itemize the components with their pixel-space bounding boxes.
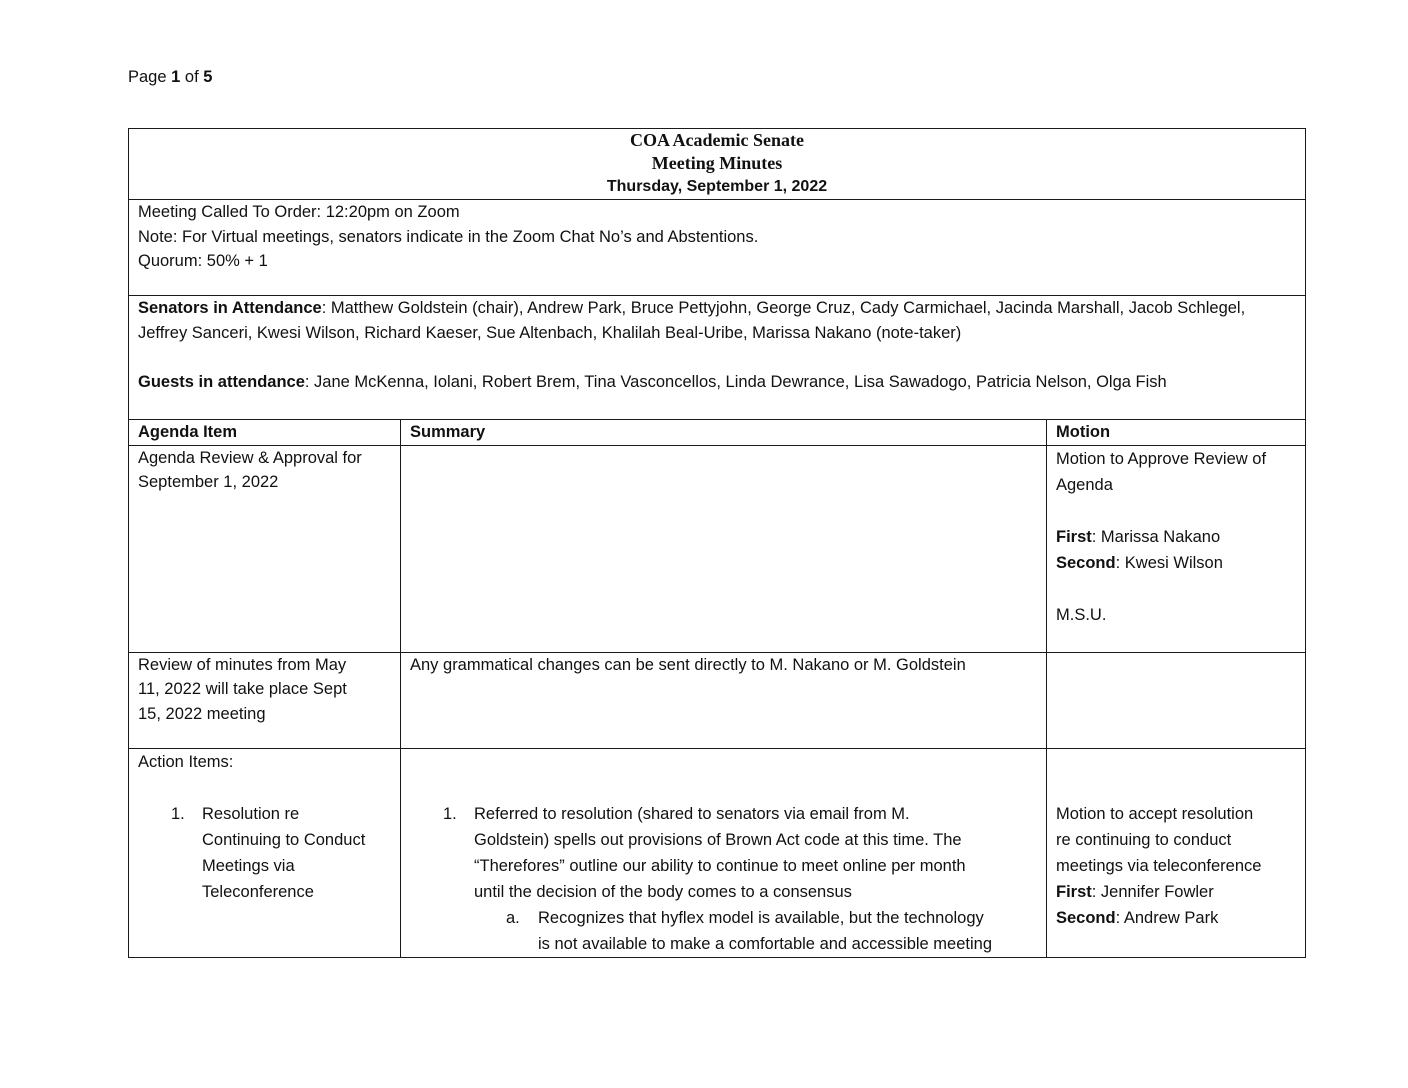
list-number: 1. <box>171 804 185 823</box>
list-text-line: Recognizes that hyflex model is available, but the technology <box>538 908 984 927</box>
page-prefix: Page <box>128 68 172 86</box>
guests-attendance <box>138 370 1296 395</box>
document-title: Meeting Minutes <box>651 153 783 173</box>
list-text <box>474 801 1037 957</box>
list-text <box>538 905 1037 957</box>
guests-list: : Jane McKenna, Iolani, Robert Brem, Tina Vasconcellos, Linda Dewrance, Lisa Sawadogo, Patricia Nelson, Olga Fish <box>304 372 1167 391</box>
list-text-line: Teleconference <box>202 882 314 901</box>
page-of: of <box>180 68 204 86</box>
column-motion: Motion <box>1047 420 1306 446</box>
column-summary: Summary <box>401 420 1047 446</box>
summary-text: Any grammatical changes can be sent directly to M. Nakano or M. Goldstein <box>410 655 966 674</box>
senators-label: Senators in Attendance <box>138 299 322 317</box>
motion-cell <box>1047 445 1306 652</box>
list-text-line: until the decision of the body comes to a consensus <box>474 882 852 901</box>
second-value: : Andrew Park <box>1115 908 1219 927</box>
attendance-row <box>129 296 1306 420</box>
first-value: : Jennifer Fowler <box>1091 882 1214 901</box>
agenda-text: Review of minutes from May <box>138 655 347 674</box>
minutes-table <box>128 128 1306 958</box>
motion-second <box>1056 550 1296 576</box>
motion-result: M.S.U. <box>1056 605 1107 624</box>
agenda-cell <box>129 445 401 652</box>
summary-cell <box>401 652 1047 748</box>
list-text <box>202 801 391 905</box>
table-row <box>129 445 1306 652</box>
motion-text: Motion to accept resolution <box>1056 804 1254 823</box>
header-cell <box>129 129 1306 200</box>
table-row <box>129 652 1306 748</box>
senators-attendance <box>138 296 1296 345</box>
summary-cell <box>401 748 1047 957</box>
list-text-line: Continuing to Conduct <box>202 830 366 849</box>
motion-cell <box>1047 652 1306 748</box>
list-text-line: “Therefores” outline our ability to continue to meet online per month <box>474 856 966 875</box>
action-items-heading: Action Items: <box>138 752 234 771</box>
list-text-line: is not available to make a comfortable and accessible meeting <box>538 934 992 953</box>
virtual-note: Note: For Virtual meetings, senators indicate in the Zoom Chat No’s and Abstentions. <box>138 227 759 246</box>
attendance-cell <box>129 296 1306 420</box>
agenda-text: Agenda Review & Approval for <box>138 448 362 467</box>
agenda-text: September 1, 2022 <box>138 473 279 491</box>
list-letter: a. <box>506 908 520 927</box>
motion-first <box>1056 524 1296 550</box>
quorum: Quorum: 50% + 1 <box>138 252 268 270</box>
header-row <box>129 129 1306 200</box>
first-value: : Marissa Nakano <box>1091 527 1221 546</box>
list-item <box>474 905 1037 957</box>
second-label: Second <box>1056 908 1116 927</box>
summary-cell <box>401 445 1047 652</box>
org-name: COA Academic Senate <box>630 130 804 150</box>
page-indicator <box>128 66 212 88</box>
call-to-order: Meeting Called To Order: 12:20pm on Zoom <box>138 203 460 221</box>
meeting-date: Thursday, September 1, 2022 <box>606 178 828 195</box>
second-value: : Kwesi Wilson <box>1115 553 1223 572</box>
table-row <box>129 748 1306 957</box>
column-agenda-item: Agenda Item <box>129 420 401 446</box>
first-label: First <box>1056 882 1092 901</box>
page-total: 5 <box>203 68 213 86</box>
motion-text: Agenda <box>1056 475 1113 494</box>
list-number: 1. <box>443 804 457 823</box>
motion-cell <box>1047 748 1306 957</box>
list-item <box>138 801 391 905</box>
motion-text: meetings via teleconference <box>1056 856 1262 875</box>
guests-label: Guests in attendance <box>138 372 305 391</box>
first-label: First <box>1056 527 1092 546</box>
agenda-text: 15, 2022 meeting <box>138 704 266 723</box>
agenda-cell <box>129 652 401 748</box>
column-header-row <box>129 420 1306 446</box>
senators-list: : Matthew Goldstein (chair), Andrew Park, Bruce Pettyjohn, George Cruz, Cady Carmichael, Jacinda Marshall, Jacob Schlegel, Jeffrey Sanceri, Kwesi Wilson, Richard Kaeser, Sue Altenbach, Khalilah Beal-Uribe, Marissa Nakano (note-taker) <box>138 299 1246 342</box>
page-current: 1 <box>171 68 181 86</box>
intro-cell <box>129 200 1306 296</box>
motion-first <box>1056 879 1296 905</box>
second-label: Second <box>1056 553 1116 572</box>
motion-text: Motion to Approve Review of <box>1056 449 1267 468</box>
list-text-line: Meetings via <box>202 856 295 875</box>
list-item <box>410 801 1037 957</box>
agenda-cell <box>129 748 401 957</box>
agenda-text: 11, 2022 will take place Sept <box>138 680 347 698</box>
list-text-line: Goldstein) spells out provisions of Brown Act code at this time. The <box>474 830 962 849</box>
list-text-line: Resolution re <box>202 804 300 823</box>
motion-text: re continuing to conduct <box>1056 830 1232 849</box>
list-text-line: Referred to resolution (shared to senators via email from M. <box>474 804 910 823</box>
motion-second <box>1056 905 1296 931</box>
intro-row <box>129 200 1306 296</box>
